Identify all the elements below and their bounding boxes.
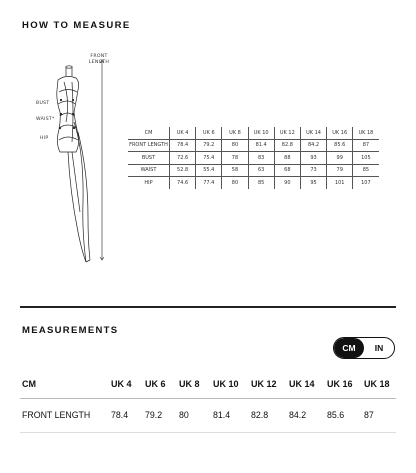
mini-cell: 68 xyxy=(274,164,300,177)
mini-cell: 81.4 xyxy=(248,139,274,152)
mini-table-row xyxy=(128,164,379,177)
mini-header-cell: UK 8 xyxy=(222,127,248,139)
mini-header-cell: UK 18 xyxy=(353,127,379,139)
mini-cell: 87 xyxy=(353,139,379,152)
mini-table-row xyxy=(128,177,379,189)
mini-cell: 75.4 xyxy=(196,152,222,165)
mini-header-cell: UK 16 xyxy=(327,127,353,139)
mini-cell: 80 xyxy=(222,177,248,189)
mini-table-header-row xyxy=(128,127,379,139)
mini-header-cell: UK 6 xyxy=(196,127,222,139)
cell-value: 82.8 xyxy=(251,410,269,420)
mini-cell: 99 xyxy=(327,152,353,165)
mini-header-cell: UK 10 xyxy=(248,127,274,139)
mini-cell: 95 xyxy=(300,177,326,189)
row-label: FRONT LENGTH xyxy=(22,410,91,420)
mini-cell: 58 xyxy=(222,164,248,177)
mini-cell: 107 xyxy=(353,177,379,189)
cell-value: 81.4 xyxy=(213,410,231,420)
mini-cell: 79 xyxy=(327,164,353,177)
header-cell-unit: CM xyxy=(22,379,36,389)
unit-in-button[interactable]: IN xyxy=(374,343,384,353)
bust-label: BUST xyxy=(36,101,50,106)
mini-cell: 88 xyxy=(274,152,300,165)
mini-cell: 55.4 xyxy=(196,164,222,177)
table-row xyxy=(0,410,416,424)
header-cell-uk12: UK 12 xyxy=(251,379,277,389)
mini-cell: 105 xyxy=(353,152,379,165)
mini-cell: 77.4 xyxy=(196,177,222,189)
mini-cell: 84.2 xyxy=(300,139,326,152)
mini-cell: 90 xyxy=(274,177,300,189)
mini-row-label: WAIST xyxy=(128,164,170,177)
mini-table-row xyxy=(128,139,379,152)
mini-table-row xyxy=(128,152,379,165)
mini-cell: 93 xyxy=(300,152,326,165)
header-cell-uk6: UK 6 xyxy=(145,379,166,389)
cell-value: 79.2 xyxy=(145,410,163,420)
mini-row-label: FRONT LENGTH xyxy=(128,139,170,152)
cell-value: 87 xyxy=(364,410,374,420)
mini-row-label: BUST xyxy=(128,152,170,165)
cell-value: 78.4 xyxy=(111,410,129,420)
mini-cell: 63 xyxy=(248,164,274,177)
mini-header-cell: UK 14 xyxy=(300,127,326,139)
mini-header-cell: UK 4 xyxy=(170,127,196,139)
mini-cell: 85 xyxy=(248,177,274,189)
cell-value: 85.6 xyxy=(327,410,345,420)
size-chart-image-table xyxy=(128,127,379,189)
dress-figure-icon xyxy=(28,52,128,272)
cell-value: 80 xyxy=(179,410,189,420)
waist-label: WAIST* xyxy=(36,117,55,122)
mini-cell: 52.8 xyxy=(170,164,196,177)
table-bottom-divider xyxy=(20,432,396,433)
mini-cell: 73 xyxy=(300,164,326,177)
mini-cell: 82.8 xyxy=(274,139,300,152)
cell-value: 84.2 xyxy=(289,410,307,420)
mini-cell: 78 xyxy=(222,152,248,165)
mini-cell: 83 xyxy=(248,152,274,165)
measurements-title: MEASUREMENTS xyxy=(22,325,119,336)
measurements-header-row xyxy=(0,379,416,393)
unit-toggle[interactable] xyxy=(333,337,395,359)
table-divider xyxy=(20,398,396,399)
mini-cell: 79.2 xyxy=(196,139,222,152)
header-cell-uk10: UK 10 xyxy=(213,379,239,389)
page-title: HOW TO MEASURE xyxy=(22,20,131,31)
front-length-label: FRONT LENGTH xyxy=(88,54,110,65)
mini-cell: 85.6 xyxy=(327,139,353,152)
mini-cell: 85 xyxy=(353,164,379,177)
header-cell-uk18: UK 18 xyxy=(364,379,390,389)
header-cell-uk16: UK 16 xyxy=(327,379,353,389)
mini-cell: 80 xyxy=(222,139,248,152)
unit-cm-button[interactable]: CM xyxy=(334,338,364,358)
mini-row-label: HIP xyxy=(144,179,153,186)
mini-header-cell: UK 12 xyxy=(274,127,300,139)
header-cell-uk14: UK 14 xyxy=(289,379,315,389)
mini-cell: 101 xyxy=(327,177,353,189)
header-cell-uk4: UK 4 xyxy=(111,379,132,389)
header-cell-uk8: UK 8 xyxy=(179,379,200,389)
mini-cell: 74.6 xyxy=(170,177,196,189)
section-divider xyxy=(20,306,396,308)
mini-cell: 78.4 xyxy=(170,139,196,152)
hip-label: HIP xyxy=(40,136,49,141)
mini-cell: 72.6 xyxy=(170,152,196,165)
mini-header-cell: CM xyxy=(128,127,170,139)
dress-illustration xyxy=(28,52,128,272)
